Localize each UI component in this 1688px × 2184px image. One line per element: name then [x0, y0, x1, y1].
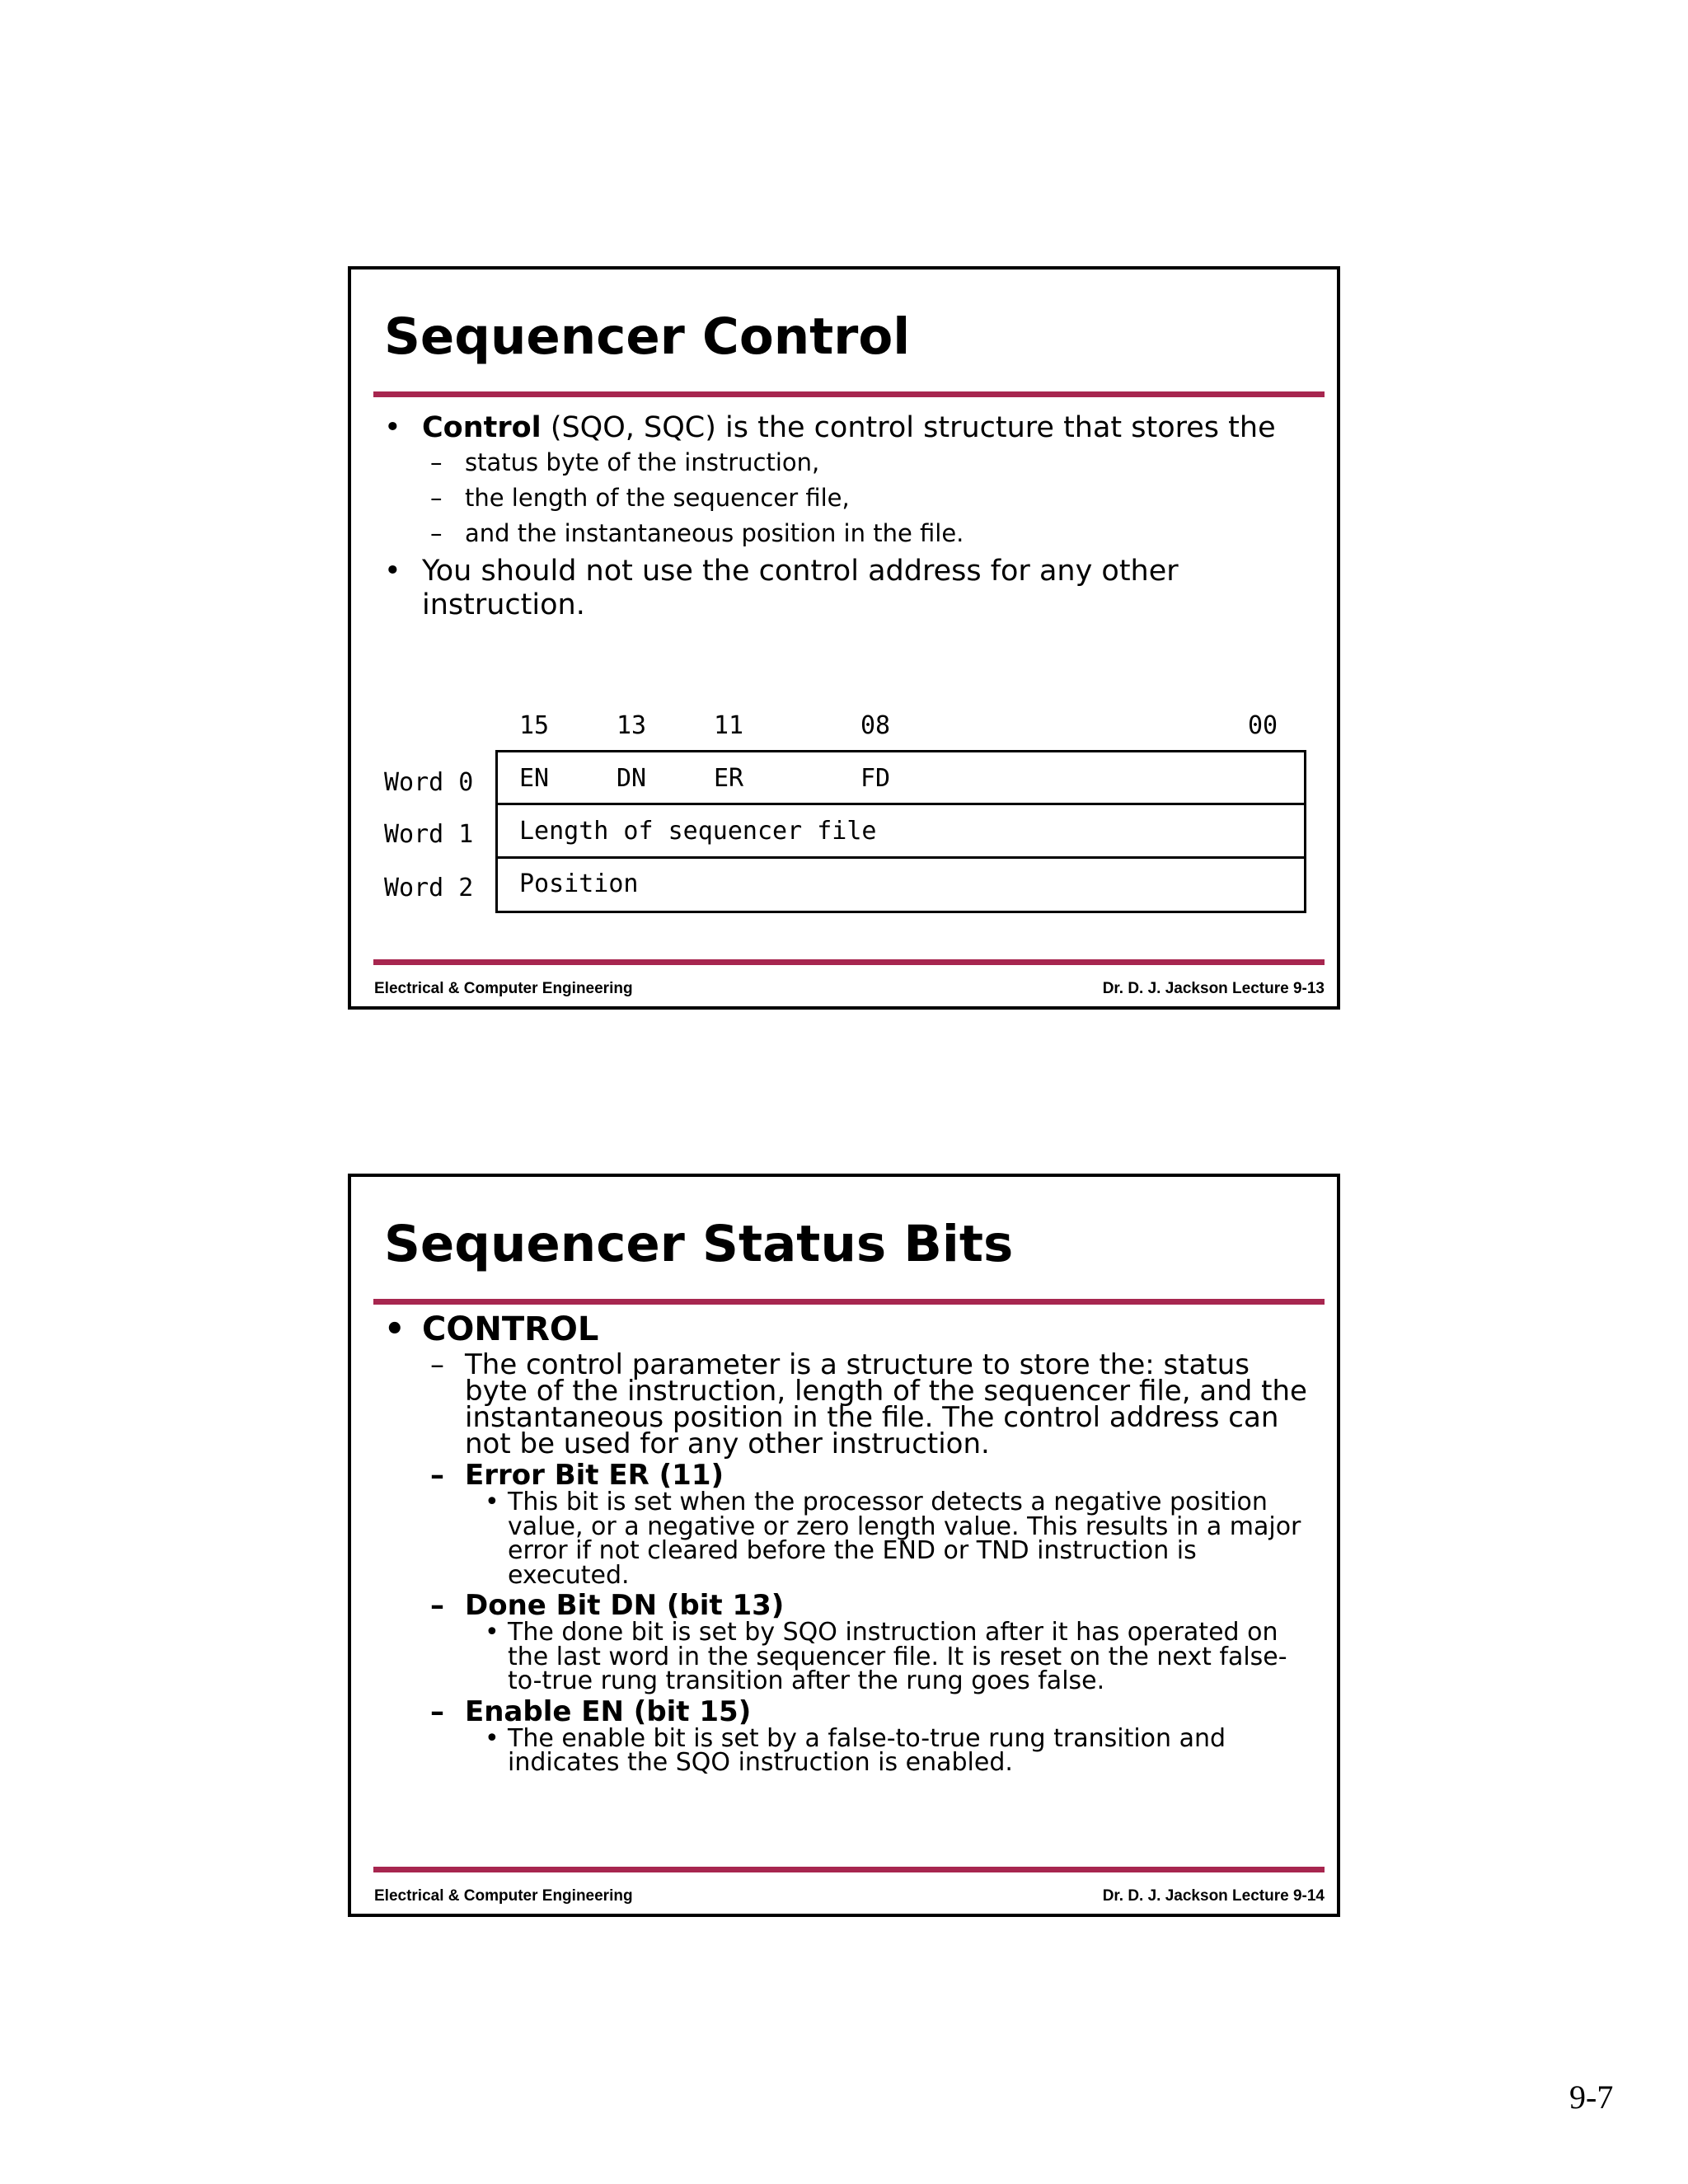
- bullet-icon: •: [384, 411, 401, 444]
- register-row-divider: [498, 803, 1304, 805]
- title-divider: [373, 391, 1325, 397]
- bullet-icon: •: [485, 1723, 499, 1753]
- word-label: Word 1: [384, 820, 474, 849]
- bit-number-label: 00: [1248, 711, 1278, 740]
- dash-icon: –: [430, 1348, 444, 1381]
- bit-number-label: 11: [714, 711, 744, 740]
- sub-bullet-heading: [384, 1459, 1315, 1492]
- dash-icon: –: [430, 1459, 444, 1492]
- error-bit-text: This bit is set when the processor detects a negative position value, or a negative or zero length value. This results in a major error if not cleared before the END or TND instruction is executed.: [508, 1488, 1301, 1590]
- footer-lecture: Dr. D. J. Jackson Lecture 9-14: [1102, 1887, 1325, 1905]
- detail-bullet-item: [384, 1620, 1315, 1694]
- slide-sequencer-control: [348, 266, 1340, 1010]
- bullet-item: [384, 555, 1315, 622]
- bullet-text: You should not use the control address for any other instruction.: [422, 555, 1179, 621]
- sub-bullet-heading: [384, 1694, 1315, 1728]
- bullet-heading: CONTROL: [422, 1310, 599, 1348]
- sub-bullet-text: the length of the sequencer file,: [465, 484, 850, 512]
- enable-bit-heading: Enable EN (bit 15): [465, 1694, 752, 1728]
- done-bit-text: The done bit is set by SQO instruction after it has operated on the last word in the sequencer file. It is reset on the next false-to-true rung transition after the rung goes false.: [508, 1618, 1287, 1695]
- bit-number-label: 13: [617, 711, 647, 740]
- bullet-icon: •: [384, 555, 401, 588]
- footer-divider: [373, 959, 1325, 965]
- bullet-bold-text: Control: [422, 411, 542, 444]
- dash-icon: –: [430, 1694, 444, 1728]
- dash-icon: –: [430, 1589, 444, 1622]
- sub-bullet-text: The control parameter is a structure to store the: status byte of the instruction, length of the sequencer file, and the instantaneous position in the file. The control address can not be used for any other instruction.: [465, 1348, 1307, 1460]
- enable-bit-text: The enable bit is set by a false-to-true rung transition and indicates the SQO instruction is enabled.: [508, 1723, 1226, 1777]
- slide-sequencer-status-bits: [348, 1174, 1340, 1917]
- sub-bullet-heading: [384, 1589, 1315, 1622]
- slide-title: Sequencer Status Bits: [384, 1215, 1014, 1273]
- bullet-icon: •: [485, 1488, 499, 1516]
- bullet-icon: •: [485, 1618, 499, 1647]
- done-bit-heading: Done Bit DN (bit 13): [465, 1589, 785, 1622]
- sub-bullet-item: [384, 516, 1315, 551]
- bullet-item: [384, 1310, 1315, 1348]
- sub-bullet-text: status byte of the instruction,: [465, 448, 820, 476]
- word-label: Word 0: [384, 768, 474, 797]
- footer-department: Electrical & Computer Engineering: [374, 1887, 633, 1905]
- status-bit-dn: DN: [617, 764, 647, 793]
- bullet-item: [384, 411, 1315, 445]
- word-label: Word 2: [384, 874, 474, 902]
- sub-bullet-item: [384, 480, 1315, 516]
- dash-icon: –: [430, 519, 443, 547]
- slide-body: [384, 1310, 1315, 1775]
- footer-lecture: Dr. D. J. Jackson Lecture 9-13: [1102, 980, 1325, 997]
- footer-department: Electrical & Computer Engineering: [374, 980, 633, 997]
- status-bit-en: EN: [519, 764, 550, 793]
- sub-bullet-text: and the instantaneous position in the file.: [465, 519, 964, 547]
- slide-body: [384, 411, 1315, 622]
- bit-number-label: 15: [519, 711, 550, 740]
- register-cell-length: Length of sequencer file: [519, 817, 877, 846]
- dash-icon: –: [430, 448, 443, 476]
- register-row-divider: [498, 856, 1304, 859]
- detail-bullet-item: [384, 1488, 1315, 1590]
- status-bit-er: ER: [714, 764, 744, 793]
- detail-bullet-item: [384, 1723, 1315, 1777]
- sub-bullet-item: [384, 445, 1315, 480]
- bullet-text: (SQO, SQC) is the control structure that stores the: [541, 411, 1276, 444]
- footer-divider: [373, 1867, 1325, 1872]
- dash-icon: –: [430, 484, 443, 512]
- page-number: 9-7: [1569, 2079, 1614, 2116]
- slide-title: Sequencer Control: [384, 307, 911, 366]
- register-cell-position: Position: [519, 869, 639, 898]
- status-bit-fd: FD: [860, 764, 891, 793]
- bit-number-label: 08: [860, 711, 891, 740]
- sub-bullet-item: [384, 1348, 1315, 1460]
- bullet-icon: •: [384, 1310, 406, 1348]
- error-bit-heading: Error Bit ER (11): [465, 1459, 724, 1492]
- title-divider: [373, 1299, 1325, 1305]
